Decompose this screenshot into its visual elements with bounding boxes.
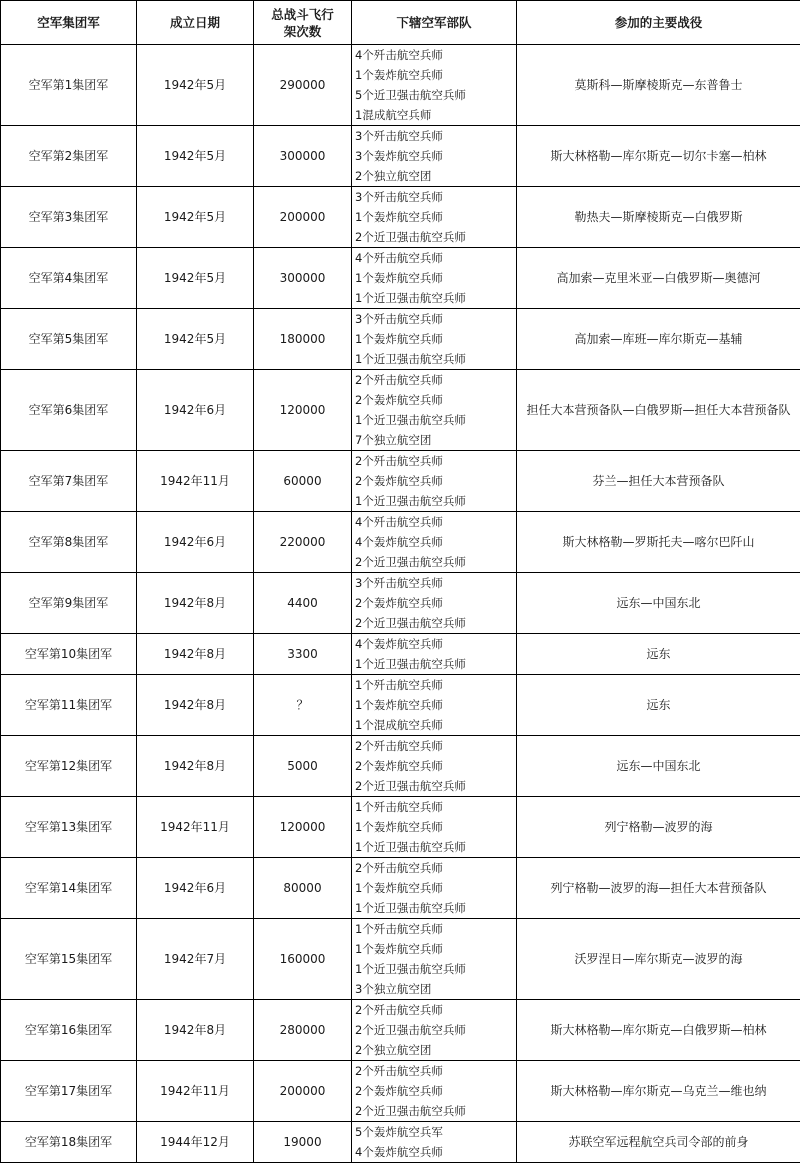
unit-item: 3个歼击航空兵师 [355,309,514,329]
table-row [1,126,800,187]
cell-battles: 担任大本营预备队—白俄罗斯—担任大本营预备队 [517,370,800,451]
unit-item: 1个歼击航空兵师 [355,797,514,817]
unit-item: 2个近卫强击航空兵师 [355,1101,514,1121]
unit-item: 4个轰炸航空兵师 [355,1142,514,1162]
unit-item: 2个近卫强击航空兵师 [355,1020,514,1040]
unit-item: 2个独立航空团 [355,1040,514,1060]
cell-battles: 苏联空军远程航空兵司令部的前身 [517,1122,800,1163]
cell-date: 1942年5月 [137,45,254,126]
unit-item: 1个近卫强击航空兵师 [355,349,514,369]
unit-item: 1个轰炸航空兵师 [355,939,514,959]
table-row [1,1061,800,1122]
cell-battles: 远东 [517,675,800,736]
unit-item: 1个近卫强击航空兵师 [355,837,514,857]
table-row [1,45,800,126]
cell-date: 1942年11月 [137,797,254,858]
cell-units [352,309,517,370]
unit-item: 3个歼击航空兵师 [355,126,514,146]
unit-item: 1个轰炸航空兵师 [355,65,514,85]
cell-sorties: ？ [254,675,352,736]
header-battles: 参加的主要战役 [517,1,800,45]
cell-battles: 斯大林格勒—库尔斯克—乌克兰—维也纳 [517,1061,800,1122]
cell-date: 1942年8月 [137,573,254,634]
cell-sorties: 180000 [254,309,352,370]
cell-date: 1942年5月 [137,187,254,248]
cell-battles: 高加索—克里米亚—白俄罗斯—奥德河 [517,248,800,309]
unit-item: 7个独立航空团 [355,430,514,450]
cell-sorties: 120000 [254,370,352,451]
unit-item: 1个轰炸航空兵师 [355,329,514,349]
table-row [1,512,800,573]
unit-item: 2个独立航空团 [355,166,514,186]
cell-army: 空军第10集团军 [1,634,137,675]
cell-sorties: 200000 [254,187,352,248]
cell-date: 1942年5月 [137,126,254,187]
unit-item: 2个轰炸航空兵师 [355,593,514,613]
cell-battles: 沃罗涅日—库尔斯克—波罗的海 [517,919,800,1000]
unit-item: 5个近卫强击航空兵师 [355,85,514,105]
cell-sorties: 4400 [254,573,352,634]
cell-battles: 芬兰—担任大本营预备队 [517,451,800,512]
cell-sorties: 200000 [254,1061,352,1122]
cell-date: 1942年6月 [137,858,254,919]
table-body [1,45,800,1163]
cell-date: 1942年6月 [137,512,254,573]
cell-sorties: 3300 [254,634,352,675]
header-date: 成立日期 [137,1,254,45]
header-sorties-line1: 总战斗飞行 [256,6,349,23]
cell-date: 1942年8月 [137,1000,254,1061]
unit-item: 1个近卫强击航空兵师 [355,898,514,918]
unit-item: 1个近卫强击航空兵师 [355,410,514,430]
cell-army: 空军第9集团军 [1,573,137,634]
cell-army: 空军第7集团军 [1,451,137,512]
cell-units [352,675,517,736]
cell-army: 空军第5集团军 [1,309,137,370]
cell-army: 空军第11集团军 [1,675,137,736]
table-row [1,736,800,797]
unit-item: 2个近卫强击航空兵师 [355,227,514,247]
cell-units [352,1061,517,1122]
cell-units [352,797,517,858]
unit-item: 2个歼击航空兵师 [355,451,514,471]
cell-sorties: 80000 [254,858,352,919]
cell-date: 1942年11月 [137,451,254,512]
header-row [1,1,800,45]
table-row [1,451,800,512]
table-row [1,675,800,736]
unit-item: 2个轰炸航空兵师 [355,1081,514,1101]
unit-item: 1个轰炸航空兵师 [355,817,514,837]
cell-units [352,248,517,309]
cell-date: 1942年8月 [137,736,254,797]
cell-date: 1942年5月 [137,309,254,370]
unit-item: 3个轰炸航空兵师 [355,146,514,166]
cell-units [352,858,517,919]
unit-item: 1个轰炸航空兵师 [355,268,514,288]
cell-army: 空军第14集团军 [1,858,137,919]
unit-item: 2个歼击航空兵师 [355,1061,514,1081]
unit-item: 1个歼击航空兵师 [355,675,514,695]
cell-units [352,1000,517,1061]
cell-army: 空军第1集团军 [1,45,137,126]
cell-battles: 高加索—库班—库尔斯克—基辅 [517,309,800,370]
cell-date: 1942年6月 [137,370,254,451]
table-row [1,858,800,919]
table-row [1,919,800,1000]
unit-item: 4个轰炸航空兵师 [355,532,514,552]
cell-sorties: 120000 [254,797,352,858]
cell-sorties: 160000 [254,919,352,1000]
header-sorties [254,1,352,45]
unit-item: 3个歼击航空兵师 [355,187,514,207]
cell-army: 空军第17集团军 [1,1061,137,1122]
cell-battles: 勒热夫—斯摩棱斯克—白俄罗斯 [517,187,800,248]
cell-date: 1942年8月 [137,675,254,736]
table-row [1,187,800,248]
cell-sorties: 300000 [254,248,352,309]
cell-battles: 远东 [517,634,800,675]
unit-item: 1个近卫强击航空兵师 [355,288,514,308]
unit-item: 4个歼击航空兵师 [355,45,514,65]
cell-date: 1942年5月 [137,248,254,309]
cell-units [352,1122,517,1163]
unit-item: 1个轰炸航空兵师 [355,207,514,227]
cell-sorties: 220000 [254,512,352,573]
cell-army: 空军第18集团军 [1,1122,137,1163]
cell-army: 空军第4集团军 [1,248,137,309]
unit-item: 1个近卫强击航空兵师 [355,654,514,674]
cell-army: 空军第6集团军 [1,370,137,451]
unit-item: 4个歼击航空兵师 [355,512,514,532]
cell-date: 1942年11月 [137,1061,254,1122]
cell-units [352,451,517,512]
cell-army: 空军第8集团军 [1,512,137,573]
cell-army: 空军第2集团军 [1,126,137,187]
cell-units [352,736,517,797]
cell-battles: 列宁格勒—波罗的海—担任大本营预备队 [517,858,800,919]
unit-item: 1个近卫强击航空兵师 [355,959,514,979]
cell-date: 1944年12月 [137,1122,254,1163]
table-row [1,634,800,675]
unit-item: 2个近卫强击航空兵师 [355,776,514,796]
unit-item: 4个轰炸航空兵师 [355,634,514,654]
unit-item: 2个轰炸航空兵师 [355,471,514,491]
table-row [1,1122,800,1163]
table-row [1,248,800,309]
table-row [1,573,800,634]
cell-sorties: 5000 [254,736,352,797]
unit-item: 1个近卫强击航空兵师 [355,491,514,511]
unit-item: 2个轰炸航空兵师 [355,390,514,410]
unit-item: 2个歼击航空兵师 [355,370,514,390]
unit-item: 1个混成航空兵师 [355,715,514,735]
cell-army: 空军第3集团军 [1,187,137,248]
cell-units [352,573,517,634]
cell-army: 空军第15集团军 [1,919,137,1000]
unit-item: 2个歼击航空兵师 [355,1000,514,1020]
cell-sorties: 19000 [254,1122,352,1163]
cell-army: 空军第12集团军 [1,736,137,797]
cell-units [352,919,517,1000]
cell-army: 空军第13集团军 [1,797,137,858]
cell-date: 1942年8月 [137,634,254,675]
unit-item: 2个轰炸航空兵师 [355,756,514,776]
unit-item: 1混成航空兵师 [355,105,514,125]
cell-sorties: 60000 [254,451,352,512]
cell-units [352,512,517,573]
unit-item: 1个轰炸航空兵师 [355,878,514,898]
cell-units [352,370,517,451]
table-row [1,370,800,451]
unit-item: 2个近卫强击航空兵师 [355,613,514,633]
table-row [1,1000,800,1061]
unit-item: 3个歼击航空兵师 [355,573,514,593]
header-units: 下辖空军部队 [352,1,517,45]
cell-battles: 远东—中国东北 [517,736,800,797]
cell-battles: 斯大林格勒—库尔斯克—切尔卡塞—柏林 [517,126,800,187]
cell-sorties: 300000 [254,126,352,187]
cell-date: 1942年7月 [137,919,254,1000]
header-sorties-line2: 架次数 [256,23,349,40]
header-army: 空军集团军 [1,1,137,45]
cell-sorties: 280000 [254,1000,352,1061]
unit-item: 4个歼击航空兵师 [355,248,514,268]
cell-battles: 莫斯科—斯摩棱斯克—东普鲁士 [517,45,800,126]
cell-units [352,187,517,248]
cell-units [352,634,517,675]
cell-units [352,45,517,126]
unit-item: 2个歼击航空兵师 [355,858,514,878]
cell-battles: 斯大林格勒—库尔斯克—白俄罗斯—柏林 [517,1000,800,1061]
table-row [1,797,800,858]
cell-units [352,126,517,187]
table-row [1,309,800,370]
unit-item: 3个独立航空团 [355,979,514,999]
unit-item: 5个轰炸航空兵军 [355,1122,514,1142]
unit-item: 2个近卫强击航空兵师 [355,552,514,572]
cell-battles: 斯大林格勒—罗斯托夫—喀尔巴阡山 [517,512,800,573]
cell-battles: 远东—中国东北 [517,573,800,634]
unit-item: 1个歼击航空兵师 [355,919,514,939]
cell-army: 空军第16集团军 [1,1000,137,1061]
unit-item: 2个歼击航空兵师 [355,736,514,756]
cell-battles: 列宁格勒—波罗的海 [517,797,800,858]
cell-sorties: 290000 [254,45,352,126]
unit-item: 1个轰炸航空兵师 [355,695,514,715]
